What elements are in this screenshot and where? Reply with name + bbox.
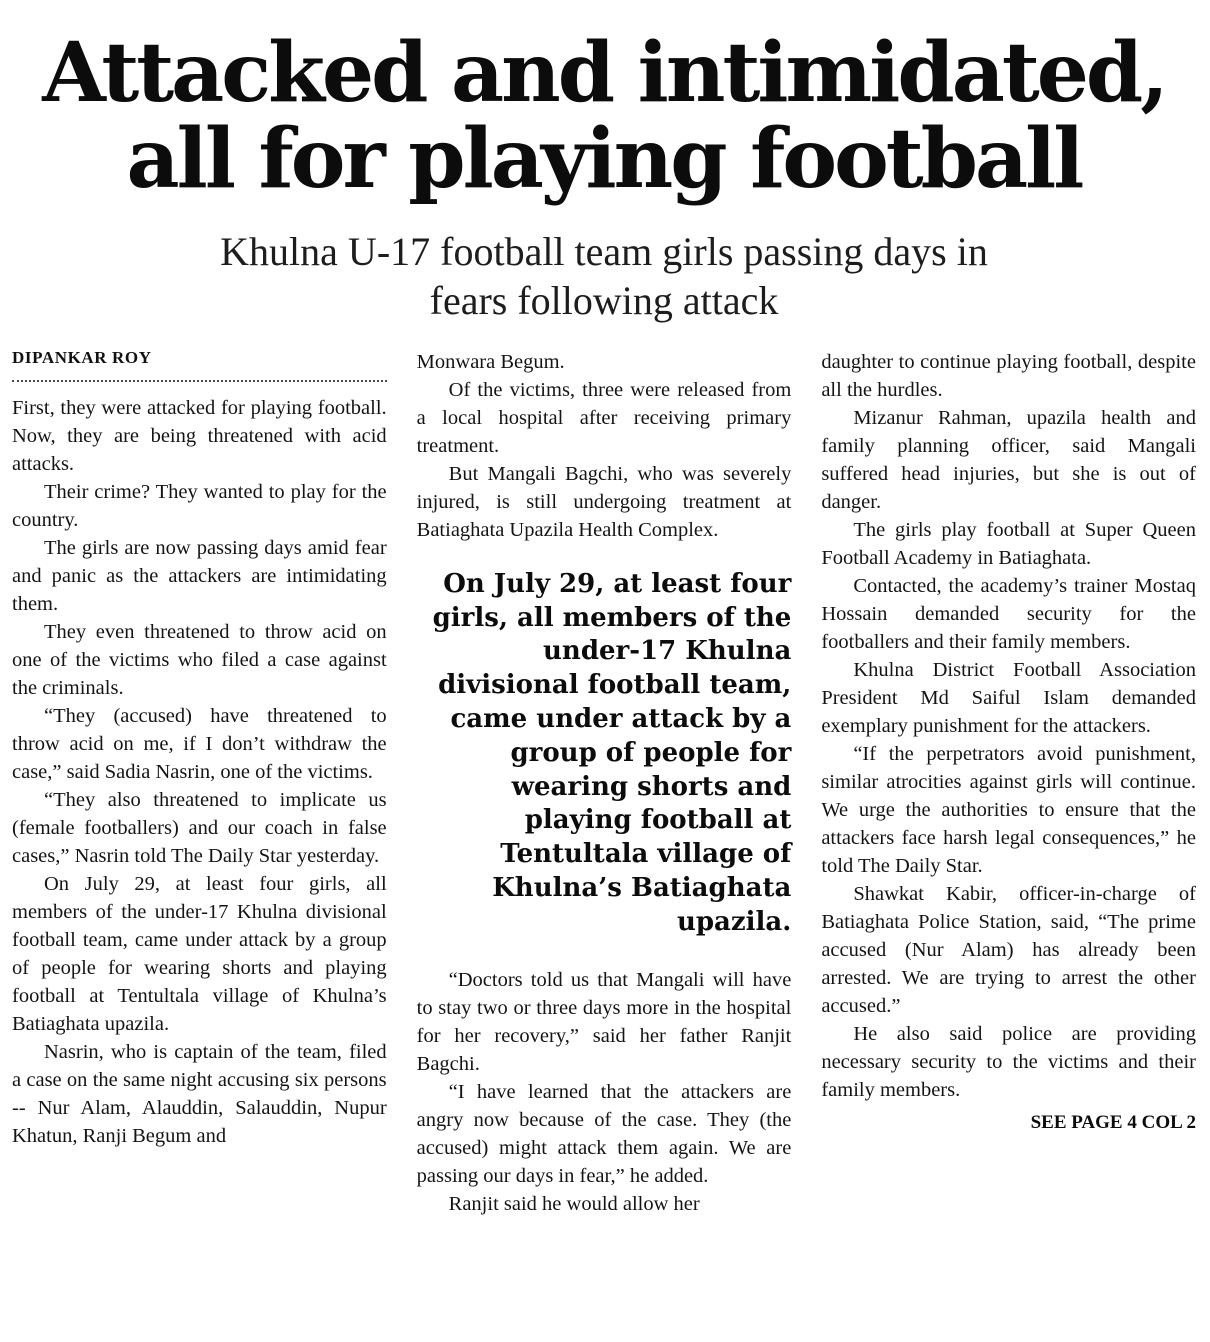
paragraph: Contacted, the academy’s trainer Mostaq Hossain demanded security for the footballers and their family members.: [821, 574, 1196, 653]
paragraph: Of the victims, three were released from a local hospital after receiving primary treatment.: [416, 378, 792, 457]
byline: [12, 348, 387, 382]
paragraph: The girls are now passing days amid fear and panic as the attackers are intimidating them.: [12, 536, 387, 615]
paragraph: They even threatened to throw acid on one of the victims who filed a case against the criminals.: [12, 620, 387, 699]
paragraph: He also said police are providing necessary security to the victims and their family members.: [821, 1022, 1196, 1101]
paragraph: “They also threatened to implicate us (female footballers) and our coach in false cases,” Nasrin told The Daily Star yesterday.: [12, 788, 387, 867]
paragraph: “I have learned that the attackers are angry now because of the case. They (the accused) might attack them again. We are passing our days in fear,” he added.: [416, 1080, 792, 1187]
paragraph: Shawkat Kabir, officer-in-charge of Batiaghata Police Station, said, “The prime accused (Nur Alam) has already been arrested. We are trying to arrest the other accused.”: [821, 882, 1196, 1017]
paragraph: Ranjit said he would allow her: [448, 1192, 700, 1215]
paragraph: Their crime? They wanted to play for the country.: [12, 480, 387, 531]
paragraph: “They (accused) have threatened to throw acid on me, if I don’t withdraw the case,” said Sadia Nasrin, one of the victims.: [12, 704, 387, 783]
headline-line-1: Attacked and intimidated,: [42, 25, 1166, 121]
paragraph: daughter to continue playing football, despite all the hurdles.: [821, 350, 1196, 401]
article-body: [12, 348, 1196, 1218]
paragraph: But Mangali Bagchi, who was severely injured, is still undergoing treatment at Batiaghata Upazila Health Complex.: [416, 462, 792, 541]
continuation-note: SEE PAGE 4 COL 2: [1030, 1111, 1196, 1133]
paragraph: The girls play football at Super Queen Football Academy in Batiaghata.: [821, 518, 1196, 569]
subheadline: Khulna U-17 football team girls passing days in fears following attack: [220, 229, 988, 323]
paragraph: Monwara Begum.: [416, 350, 565, 373]
paragraph: First, they were attacked for playing football. Now, they are being threatened with acid attacks.: [12, 396, 387, 475]
paragraph: On July 29, at least four girls, all members of the under-17 Khulna divisional football team, came under attack by a group of people for wearing shorts and playing football at Tentultala village of Khulna’s Batiaghata upazila.: [12, 872, 387, 1035]
byline-text: DIPANKAR ROY: [12, 347, 152, 367]
column-2: [417, 348, 792, 1218]
pull-quote: On July 29, at least four girls, all members of the under-17 Khulna divisional football team, came under attack by a group of people for wearing shorts and playing football at Tentultala village of Khulna’s Batiaghata upazila.: [432, 568, 792, 937]
paragraph: Khulna District Football Association President Md Saiful Islam demanded exemplary punishment for the attackers.: [821, 658, 1196, 737]
column-3: [821, 348, 1196, 1218]
paragraph: “If the perpetrators avoid punishment, similar atrocities against girls will continue. We urge the authorities to ensure that the attackers face harsh legal consequences,” he told The Daily Star.: [821, 742, 1196, 877]
column-1: [12, 348, 387, 1218]
paragraph: Nasrin, who is captain of the team, filed a case on the same night accusing six persons -- Nur Alam, Alauddin, Salauddin, Nupur Khatun, Ranji Begum and: [12, 1040, 387, 1147]
paragraph: “Doctors told us that Mangali will have to stay two or three days more in the hospital for her recovery,” said her father Ranjit Bagchi.: [416, 968, 792, 1075]
paragraph: Mizanur Rahman, upazila health and family planning officer, said Mangali suffered head injuries, but she is out of danger.: [821, 406, 1196, 513]
headline: [12, 25, 1196, 208]
headline-line-2: all for playing football: [126, 111, 1082, 208]
